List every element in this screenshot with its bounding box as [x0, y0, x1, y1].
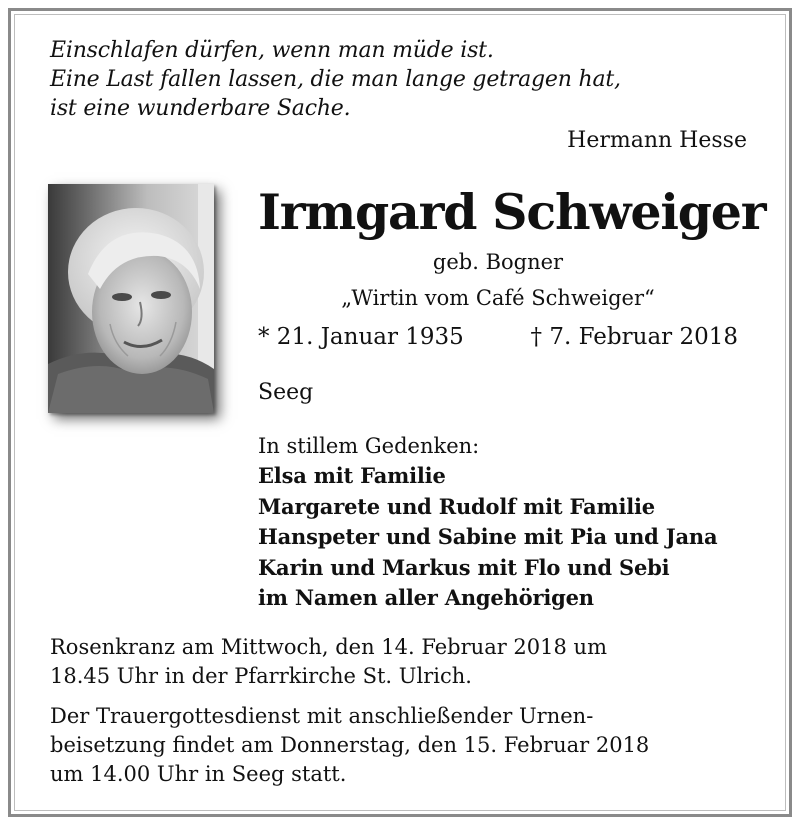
- quote-author: Hermann Hesse: [567, 128, 747, 153]
- rosary-line: 18.45 Uhr in der Pfarrkirche St. Ulrich.: [50, 664, 472, 688]
- quote-line: Einschlafen dürfen, wenn man müde ist.: [50, 38, 494, 63]
- birth-date: * 21. Januar 1935: [258, 324, 464, 350]
- quote-line: ist eine wunderbare Sache.: [50, 96, 351, 121]
- place: Seeg: [258, 380, 314, 405]
- service-line: um 14.00 Uhr in Seeg statt.: [50, 762, 347, 786]
- service-line: Der Trauergottesdienst mit anschließender Urnen-: [50, 704, 594, 728]
- nickname: „Wirtin vom Café Schweiger“: [341, 286, 655, 310]
- portrait-photo: [48, 184, 214, 413]
- mourner-name: im Namen aller Angehörigen: [258, 585, 594, 610]
- mourner-name: Hanspeter und Sabine mit Pia und Jana: [258, 524, 718, 549]
- rosary-line: Rosenkranz am Mittwoch, den 14. Februar 2018 um: [50, 635, 607, 659]
- mourner-name: Elsa mit Familie: [258, 463, 446, 488]
- mourners-intro: In stillem Gedenken:: [258, 434, 480, 458]
- portrait-image: [48, 184, 214, 413]
- rosary-notice: [50, 633, 607, 691]
- deceased-name: Irmgard Schweiger: [258, 183, 766, 241]
- service-line: beisetzung findet am Donnerstag, den 15. Februar 2018: [50, 733, 650, 757]
- mourners-list: [258, 461, 717, 614]
- mourners-block: [258, 431, 717, 614]
- death-date: † 7. Februar 2018: [530, 324, 738, 350]
- service-notice: [50, 702, 649, 789]
- mourner-name: Karin und Markus mit Flo und Sebi: [258, 554, 670, 580]
- maiden-name: geb. Bogner: [432, 250, 564, 274]
- quote-line: Eine Last fallen lassen, die man lange getragen hat,: [50, 67, 621, 92]
- mourner-name: Margarete und Rudolf mit Familie: [258, 493, 655, 519]
- quote: [50, 36, 621, 123]
